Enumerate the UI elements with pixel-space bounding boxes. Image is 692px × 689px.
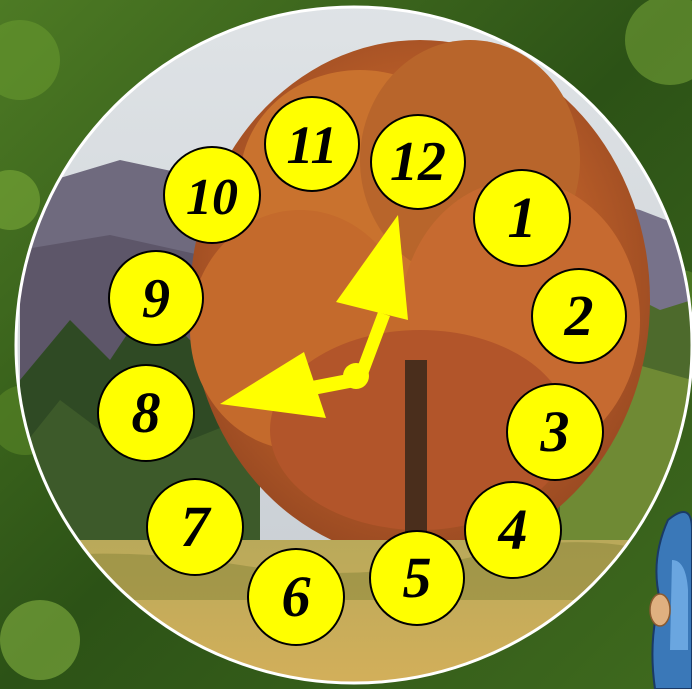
numeral-4 [465,482,561,578]
svg-text:5: 5 [402,545,432,610]
numeral-10 [164,147,260,243]
svg-text:4: 4 [498,497,528,562]
numeral-12 [371,115,465,209]
svg-text:8: 8 [131,380,161,445]
numeral-7 [147,479,243,575]
hand-pivot [343,363,369,389]
svg-text:2: 2 [564,283,594,348]
svg-text:11: 11 [286,115,338,175]
svg-text:7: 7 [180,494,210,559]
svg-text:9: 9 [142,268,170,330]
svg-text:12: 12 [390,131,446,193]
numeral-6 [248,549,344,645]
svg-text:3: 3 [540,399,570,464]
numeral-5 [370,531,464,625]
svg-text:10: 10 [186,169,238,226]
numeral-9 [109,251,203,345]
numeral-2 [532,269,626,363]
svg-text:6: 6 [281,564,311,629]
numeral-8 [98,365,194,461]
numeral-11 [265,97,359,191]
numeral-3 [507,384,603,480]
numeral-1 [474,170,570,266]
svg-text:1: 1 [507,185,537,250]
